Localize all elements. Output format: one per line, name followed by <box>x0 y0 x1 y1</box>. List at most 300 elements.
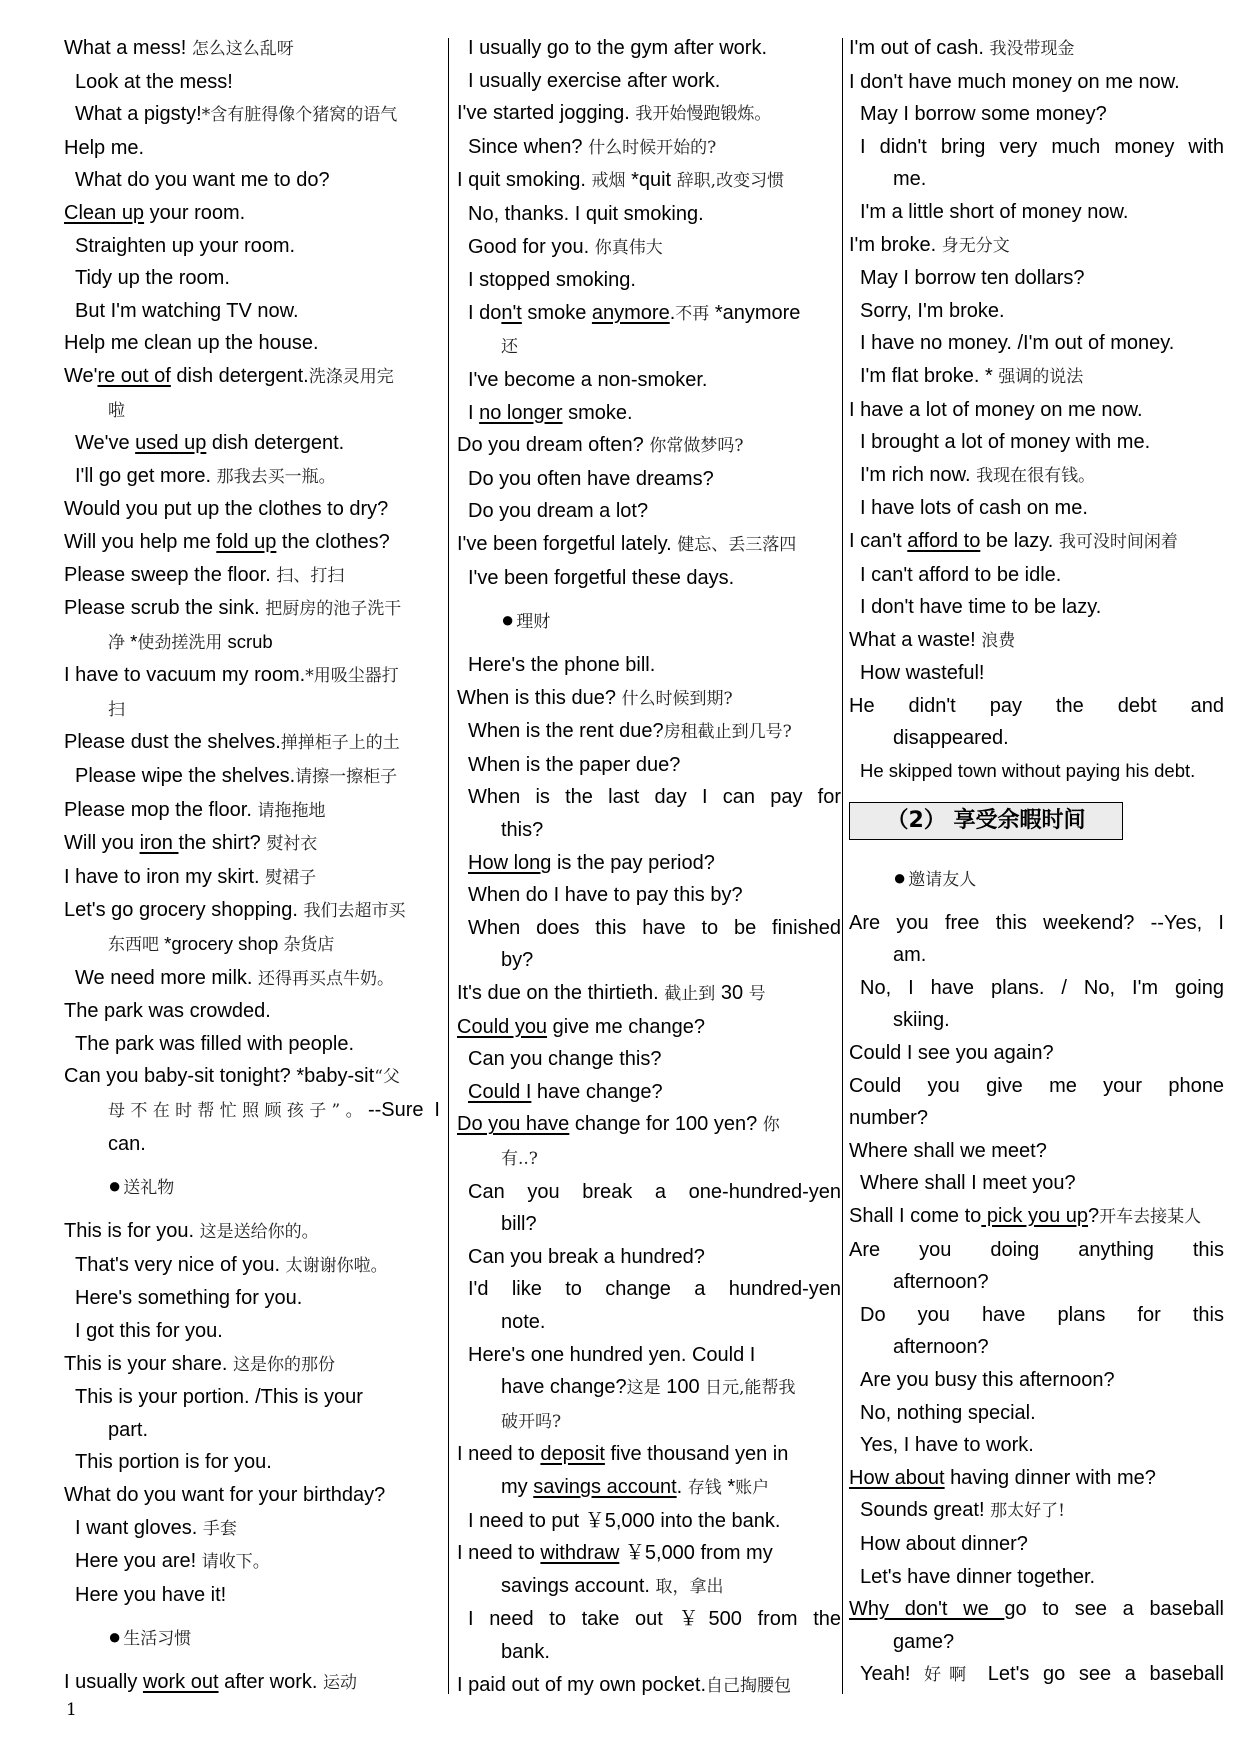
underlined-phrase: work out <box>142 1671 219 1694</box>
phrase-line <box>849 1658 1224 1692</box>
phrase-text: Would you put up the clothes to dry? <box>64 498 389 521</box>
phrase-text: （2） 享受余暇时间 <box>886 807 1086 833</box>
phrase-text: He didn't pay the debt and <box>849 694 1224 717</box>
phrase-line <box>457 1471 841 1505</box>
phrase-text: When is the rent due? <box>468 720 664 743</box>
phrase-text: Could I see you again? <box>849 1042 1054 1065</box>
underlined-phrase: used up <box>135 432 207 455</box>
phrase-line <box>64 1479 440 1512</box>
phrase-text: have change? <box>531 1080 663 1103</box>
phrase-line <box>849 1561 1224 1594</box>
underlined-phrase: fold up <box>216 530 277 553</box>
phrase-text: I've become a non-smoker. <box>468 368 708 391</box>
phrase-text: Since when? <box>468 135 589 158</box>
phrase-line <box>849 66 1224 99</box>
chinese-gloss: 存钱 <box>687 1477 722 1498</box>
phrase-text: We need more milk. <box>75 966 259 989</box>
phrase-text: Where shall I meet you? <box>860 1172 1076 1195</box>
phrase-text: I have no money. /I'm out of money. <box>860 332 1175 355</box>
phrase-line <box>849 1364 1224 1397</box>
phrase-text: Here you are! <box>75 1550 202 1573</box>
phrase-text: What a waste! <box>849 628 982 651</box>
phrase-line <box>849 229 1224 263</box>
phrase-line <box>849 1626 1224 1659</box>
underlined-phrase: savings account <box>533 1475 677 1498</box>
column-right <box>849 32 1224 1692</box>
phrase-line <box>457 1011 841 1044</box>
phrase-line <box>849 1070 1224 1103</box>
phrase-text: When is this due? <box>457 686 622 709</box>
chinese-gloss: 理财 <box>516 612 551 633</box>
chinese-gloss: 健忘、丢三落四 <box>677 534 797 555</box>
phrase-text: I can't afford to be idle. <box>860 563 1062 586</box>
phrase-line <box>849 591 1224 624</box>
phrase-line <box>457 528 841 562</box>
phrase-text: I have to iron my skirt. <box>64 865 266 888</box>
phrase-text: ? <box>1088 1205 1100 1227</box>
chinese-gloss: 扫、打扫 <box>276 565 345 586</box>
chinese-gloss: 你常做梦吗? <box>649 436 744 457</box>
phrase-line <box>457 1142 841 1176</box>
phrase-text: I stopped smoking. <box>468 269 636 292</box>
column-left <box>64 32 440 1700</box>
phrase-line <box>457 1273 841 1306</box>
phrase-line <box>64 827 440 861</box>
phrase-line <box>849 1167 1224 1200</box>
chinese-gloss: 你真伟大 <box>594 237 663 258</box>
chinese-gloss: 送礼物 <box>123 1178 175 1199</box>
phrase-line <box>457 781 841 814</box>
phrase-text: No, thanks. I quit smoking. <box>468 202 704 225</box>
phrase-text: I'm a little short of money now. <box>860 200 1129 223</box>
phrase-text: Do you dream a lot? <box>468 500 649 523</box>
chinese-gloss: 怎么这么乱呀 <box>191 39 294 59</box>
phrase-text: smoke. <box>562 401 633 424</box>
phrase-text: Please sweep the floor. <box>64 563 277 586</box>
column-divider-right <box>842 38 843 1694</box>
phrase-text: Can you break a one-hundred-yen <box>468 1180 841 1203</box>
phrase-line <box>457 397 841 430</box>
phrase-line <box>64 1094 440 1128</box>
phrase-text: Do you have plans for this <box>860 1303 1224 1326</box>
phrase-text: How about dinner? <box>860 1532 1028 1555</box>
phrase-line <box>457 1306 841 1339</box>
phrase-text: go to see a baseball <box>1004 1598 1224 1621</box>
phrase-text: *grocery shop <box>159 933 284 955</box>
phrase-text: I paid out of my own pocket. <box>457 1673 707 1696</box>
phrase-line <box>457 1570 841 1604</box>
chinese-gloss: 好啊 <box>924 1665 975 1686</box>
phrase-text: dish detergent. <box>170 364 309 387</box>
phrase-text: dish detergent. <box>206 432 345 455</box>
phrase-text: I didn't bring very much money with <box>860 135 1224 158</box>
phrase-text: Sorry, I'm broke. <box>860 299 1005 322</box>
phrase-text: We' <box>64 364 98 387</box>
phrase-text: smoke <box>521 301 592 324</box>
phrase-text: number? <box>849 1107 928 1130</box>
phrase-text: Please wipe the shelves. <box>75 765 296 788</box>
phrase-text: I need to <box>457 1443 541 1466</box>
phrase-text: Shall I come to <box>849 1205 982 1227</box>
phrase-line <box>849 360 1224 394</box>
bullet-icon: ● <box>108 1624 122 1650</box>
chinese-gloss: 洗涤灵用完 <box>308 366 394 387</box>
phrase-line <box>64 1579 440 1612</box>
phrase-text: I can't <box>849 529 908 552</box>
phrase-line <box>849 525 1224 559</box>
phrase-line <box>457 912 841 945</box>
phrase-text: . <box>669 301 676 324</box>
phrase-text: Straighten up your room. <box>75 234 296 257</box>
phrase-line <box>64 1215 440 1249</box>
chinese-gloss: 账户 <box>735 1477 770 1498</box>
phrase-line <box>849 657 1224 690</box>
phrase-text: * <box>125 630 138 652</box>
phrase-line <box>457 1043 841 1076</box>
phrase-text: It's due on the thirtieth. <box>457 982 665 1005</box>
phrase-line <box>457 364 841 397</box>
phrase-text: I have a lot of money on me now. <box>849 398 1143 421</box>
phrase-line <box>849 459 1224 493</box>
phrase-line <box>457 879 841 912</box>
phrase-line <box>849 1037 1224 1070</box>
phrase-line <box>64 262 440 295</box>
phrase-text: May I borrow some money? <box>860 103 1107 126</box>
phrase-line <box>849 755 1224 788</box>
chinese-gloss: 啦 <box>108 400 125 421</box>
underlined-phrase: anymore <box>591 301 670 324</box>
phrase-text: note. <box>501 1310 546 1333</box>
phrase-text: I'm rich now. <box>860 463 977 486</box>
phrase-text: This is your portion. /This is your <box>75 1386 363 1409</box>
phrase-text: Please scrub the sink. <box>64 597 266 620</box>
phrase-line <box>64 1414 440 1447</box>
phrase-text: by? <box>501 949 534 972</box>
phrase-text: Help me clean up the house. <box>64 332 319 355</box>
phrase-line <box>849 972 1224 1005</box>
section-heading <box>64 1170 440 1204</box>
underlined-phrase: Clean up <box>64 201 145 224</box>
phrase-line <box>64 493 440 526</box>
phrase-text: scrub <box>222 630 273 652</box>
phrase-text: game? <box>893 1630 955 1653</box>
phrase-line <box>64 1128 440 1161</box>
phrase-line <box>849 1004 1224 1037</box>
phrase-line <box>64 66 440 99</box>
phrase-text: No, I have plans. / No, I'm going <box>860 976 1224 999</box>
chinese-gloss: 我可没时间闲着 <box>1058 531 1178 552</box>
phrase-text: The park was filled with people. <box>75 1032 355 1055</box>
phrase-text: savings account. <box>501 1574 656 1597</box>
underlined-phrase: no longer <box>479 401 563 424</box>
phrase-line <box>64 230 440 263</box>
phrase-text: the shirt? <box>178 832 267 855</box>
phrase-text: What a pigsty! <box>75 103 202 126</box>
underlined-phrase: iron <box>139 832 179 855</box>
phrase-text: I got this for you. <box>75 1319 223 1342</box>
phrase-line <box>64 164 440 197</box>
chinese-gloss: 太谢谢你啦。 <box>285 1255 388 1276</box>
phrase-line <box>64 928 440 962</box>
underlined-phrase: afford to <box>907 529 981 552</box>
phrase-line <box>457 32 841 65</box>
phrase-line <box>64 460 440 494</box>
phrase-line <box>64 1060 440 1094</box>
phrase-text: I've been forgetful lately. <box>457 532 678 555</box>
phrase-line <box>457 1371 841 1405</box>
phrase-line <box>64 1545 440 1579</box>
chinese-gloss: 我开始慢跑锻炼。 <box>635 104 772 125</box>
chinese-gloss: 日元,能帮我 <box>705 1378 796 1399</box>
phrase-line <box>64 197 440 230</box>
phrase-line <box>457 1241 841 1274</box>
phrase-line <box>457 1603 841 1636</box>
phrase-text: --Sure I <box>367 1099 440 1121</box>
phrase-line <box>849 1234 1224 1267</box>
phrase-text: I brought a lot of money with me. <box>860 431 1151 454</box>
phrase-text: Yeah! <box>860 1663 925 1686</box>
chinese-gloss: 使劲搓洗用 <box>137 632 223 653</box>
column-divider-left <box>448 38 449 1694</box>
chinese-gloss: 这是送给你的。 <box>199 1222 319 1243</box>
chinese-gloss: 我现在很有钱。 <box>976 465 1096 486</box>
phrase-line <box>64 327 440 360</box>
phrase-line <box>457 164 841 198</box>
phrase-text: Where shall we meet? <box>849 1139 1047 1162</box>
phrase-text: When is the last day I can pay for <box>468 786 841 809</box>
phrase-text: Yes, I have to work. <box>860 1434 1034 1457</box>
phrase-line <box>849 1200 1224 1234</box>
phrase-text: can. <box>108 1132 146 1155</box>
phrase-text: Let's go see a baseball <box>974 1663 1224 1686</box>
phrase-line <box>849 262 1224 295</box>
phrase-line <box>64 626 440 660</box>
phrase-line <box>457 847 841 880</box>
phrase-text: skiing. <box>893 1009 950 1032</box>
phrase-line <box>849 624 1224 658</box>
phrase-line <box>849 98 1224 131</box>
phrase-text: I'm out of cash. <box>849 37 990 59</box>
phrase-line <box>457 1108 841 1142</box>
phrase-line <box>64 132 440 165</box>
phrase-text: This portion is for you. <box>75 1451 272 1474</box>
phrase-line <box>64 1348 440 1382</box>
phrase-line <box>457 495 841 528</box>
phrase-text: When does this have to be finished <box>468 916 841 939</box>
phrase-line <box>457 1438 841 1471</box>
phrase-text: Here's one hundred yen. Could I <box>468 1343 756 1366</box>
phrase-text: Are you busy this afternoon? <box>860 1368 1115 1391</box>
phrase-text: Here you have it! <box>75 1583 227 1606</box>
phrase-line <box>849 1494 1224 1528</box>
chinese-gloss: 我没带现金 <box>989 39 1075 59</box>
chinese-gloss: 熨裙子 <box>265 867 317 888</box>
phrase-text: Look at the mess! <box>75 70 233 93</box>
chinese-gloss: “父 <box>374 1067 400 1088</box>
phrase-line <box>64 1249 440 1283</box>
phrase-line <box>64 98 440 132</box>
phrase-line <box>849 295 1224 328</box>
bullet-icon: ● <box>893 864 907 890</box>
phrase-line <box>64 526 440 559</box>
phrase-text: What a mess! <box>64 37 192 59</box>
phrase-text: That's very nice of you. <box>75 1253 286 1276</box>
phrase-line <box>457 682 841 716</box>
chinese-gloss: 运动 <box>323 1673 358 1694</box>
phrase-line <box>457 131 841 165</box>
phrase-text: Good for you. <box>468 235 595 258</box>
phrase-line <box>64 1381 440 1414</box>
phrase-text: The park was crowded. <box>64 1000 271 1023</box>
phrase-text: I need to take out ￥500 from the <box>468 1608 841 1631</box>
phrase-text: *anymore <box>709 301 801 324</box>
phrase-text: I usually go to the gym after work. <box>468 37 768 59</box>
chinese-gloss: 掸掸柜子上的土 <box>280 733 400 754</box>
phrase-line <box>64 1315 440 1348</box>
phrase-text: But I'm watching TV now. <box>75 299 299 322</box>
chinese-gloss: 强调的说法 <box>998 366 1084 387</box>
phrase-text: part. <box>108 1418 149 1441</box>
phrase-text: I <box>468 401 480 424</box>
phrase-line <box>64 894 440 928</box>
phrase-text: Please dust the shelves. <box>64 731 281 754</box>
phrase-text: am. <box>893 944 927 967</box>
phrase-text: We've <box>75 432 136 455</box>
phrase-line <box>849 1397 1224 1430</box>
phrase-text: I quit smoking. <box>457 169 592 192</box>
phrase-text: Sounds great! <box>860 1499 991 1522</box>
phrase-line <box>457 1076 841 1109</box>
phrase-line <box>457 264 841 297</box>
phrase-text: When is the paper due? <box>468 753 681 776</box>
phrase-line <box>849 690 1224 723</box>
phrase-text: is the pay period? <box>551 851 715 874</box>
phrase-line <box>849 32 1224 66</box>
phrase-line <box>457 1339 841 1372</box>
phrase-line <box>64 726 440 760</box>
phrase-text: bill? <box>501 1213 537 1236</box>
chinese-gloss: 取，拿出 <box>655 1576 724 1597</box>
chinese-gloss: 有..? <box>501 1149 538 1169</box>
chinese-gloss: 母不在时帮忙照顾孩子”。 <box>108 1101 368 1121</box>
phrase-line <box>457 944 841 977</box>
chinese-gloss: 这是 <box>626 1378 661 1399</box>
phrase-line <box>457 198 841 231</box>
chinese-gloss: 房租截止到几号? <box>663 722 792 743</box>
underlined-phrase: How about <box>849 1466 945 1489</box>
underlined-phrase: re out of <box>97 364 171 387</box>
phrase-text: afternoon? <box>893 1336 989 1359</box>
phrase-text: I have lots of cash on me. <box>860 497 1088 520</box>
chinese-gloss: 请收下。 <box>201 1552 270 1573</box>
phrase-line <box>64 1282 440 1315</box>
phrase-line <box>849 327 1224 360</box>
phrase-text: change for 100 yen? <box>569 1113 763 1136</box>
phrase-text: Will you <box>64 832 140 855</box>
chinese-gloss: 扫 <box>108 699 125 720</box>
phrase-line <box>457 649 841 682</box>
phrase-line <box>64 394 440 428</box>
phrase-line <box>64 693 440 727</box>
phrase-line <box>457 231 841 265</box>
phrase-text: I don't have much money on me now. <box>849 70 1180 93</box>
chinese-gloss: 那我去买一瓶。 <box>216 466 336 487</box>
phrase-line <box>64 592 440 626</box>
phrase-text: have change? <box>501 1376 627 1399</box>
phrase-text: I'd like to change a hundred-yen <box>468 1278 841 1301</box>
phrase-line <box>64 427 440 460</box>
phrase-text: When do I have to pay this by? <box>468 884 743 907</box>
phrase-line <box>457 1537 841 1570</box>
phrase-text: this? <box>501 819 544 842</box>
phrase-text: disappeared. <box>893 727 1009 750</box>
phrase-line <box>457 297 841 331</box>
phrase-line <box>64 1512 440 1546</box>
chinese-gloss: 熨衬衣 <box>266 834 318 855</box>
phrase-line <box>849 1266 1224 1299</box>
phrase-line <box>849 1102 1224 1135</box>
phrase-text: your room. <box>144 201 246 224</box>
phrase-text: Can you change this? <box>468 1048 662 1071</box>
phrase-line <box>457 65 841 98</box>
phrase-text: 100 <box>660 1376 706 1399</box>
phrase-text: I've started jogging. <box>457 102 636 125</box>
chinese-gloss: 还得再买点牛奶。 <box>258 968 395 989</box>
phrase-line <box>64 360 440 394</box>
chinese-gloss: 不再 <box>675 303 710 324</box>
phrase-text: What do you want me to do? <box>75 169 330 192</box>
phrase-text: Will you help me <box>64 530 217 553</box>
phrase-line <box>457 1208 841 1241</box>
phrase-text: me. <box>893 168 927 191</box>
phrase-line <box>849 196 1224 229</box>
phrase-line <box>849 1429 1224 1462</box>
phrase-text: Could you give me your phone <box>849 1074 1224 1097</box>
phrase-line <box>457 749 841 782</box>
phrase-text: I'm flat broke. * <box>860 364 999 387</box>
phrase-line <box>457 429 841 463</box>
chinese-gloss: 什么时候到期? <box>621 688 733 709</box>
phrase-text: * <box>721 1475 736 1498</box>
chinese-gloss: 自己掏腰包 <box>706 1675 792 1696</box>
phrase-text: Are you doing anything this <box>849 1238 1224 1261</box>
chinese-gloss: 这是你的那份 <box>232 1354 335 1375</box>
phrase-line <box>849 163 1224 196</box>
chinese-gloss: 截止到 <box>664 984 716 1005</box>
chinese-gloss: 还 <box>501 337 518 358</box>
phrase-text: May I borrow ten dollars? <box>860 267 1085 290</box>
phrase-line <box>849 907 1224 940</box>
phrase-text: having dinner with me? <box>944 1466 1156 1489</box>
chinese-gloss: 我们去超市买 <box>303 901 406 922</box>
phrase-text: I need to put ￥5,000 into the bank. <box>468 1509 781 1532</box>
phrase-text: What do you want for your birthday? <box>64 1483 386 1506</box>
phrase-text: I want gloves. <box>75 1516 203 1539</box>
section-heading <box>849 862 1224 896</box>
phrase-text: Help me. <box>64 136 145 159</box>
phrase-line <box>849 131 1224 164</box>
phrase-text: ￥5,000 from my <box>619 1542 773 1565</box>
phrase-line <box>64 962 440 996</box>
chinese-gloss: 破开吗? <box>501 1411 562 1432</box>
phrase-text: Can you baby-sit tonight? *baby-sit <box>64 1065 375 1088</box>
phrase-text: This is for you. <box>64 1220 200 1243</box>
chinese-gloss: 那太好了! <box>990 1501 1065 1522</box>
chinese-gloss: 浪费 <box>981 630 1016 651</box>
phrase-line <box>64 295 440 328</box>
phrase-text: the clothes? <box>276 530 390 553</box>
phrase-text: Do you often have dreams? <box>468 467 714 490</box>
